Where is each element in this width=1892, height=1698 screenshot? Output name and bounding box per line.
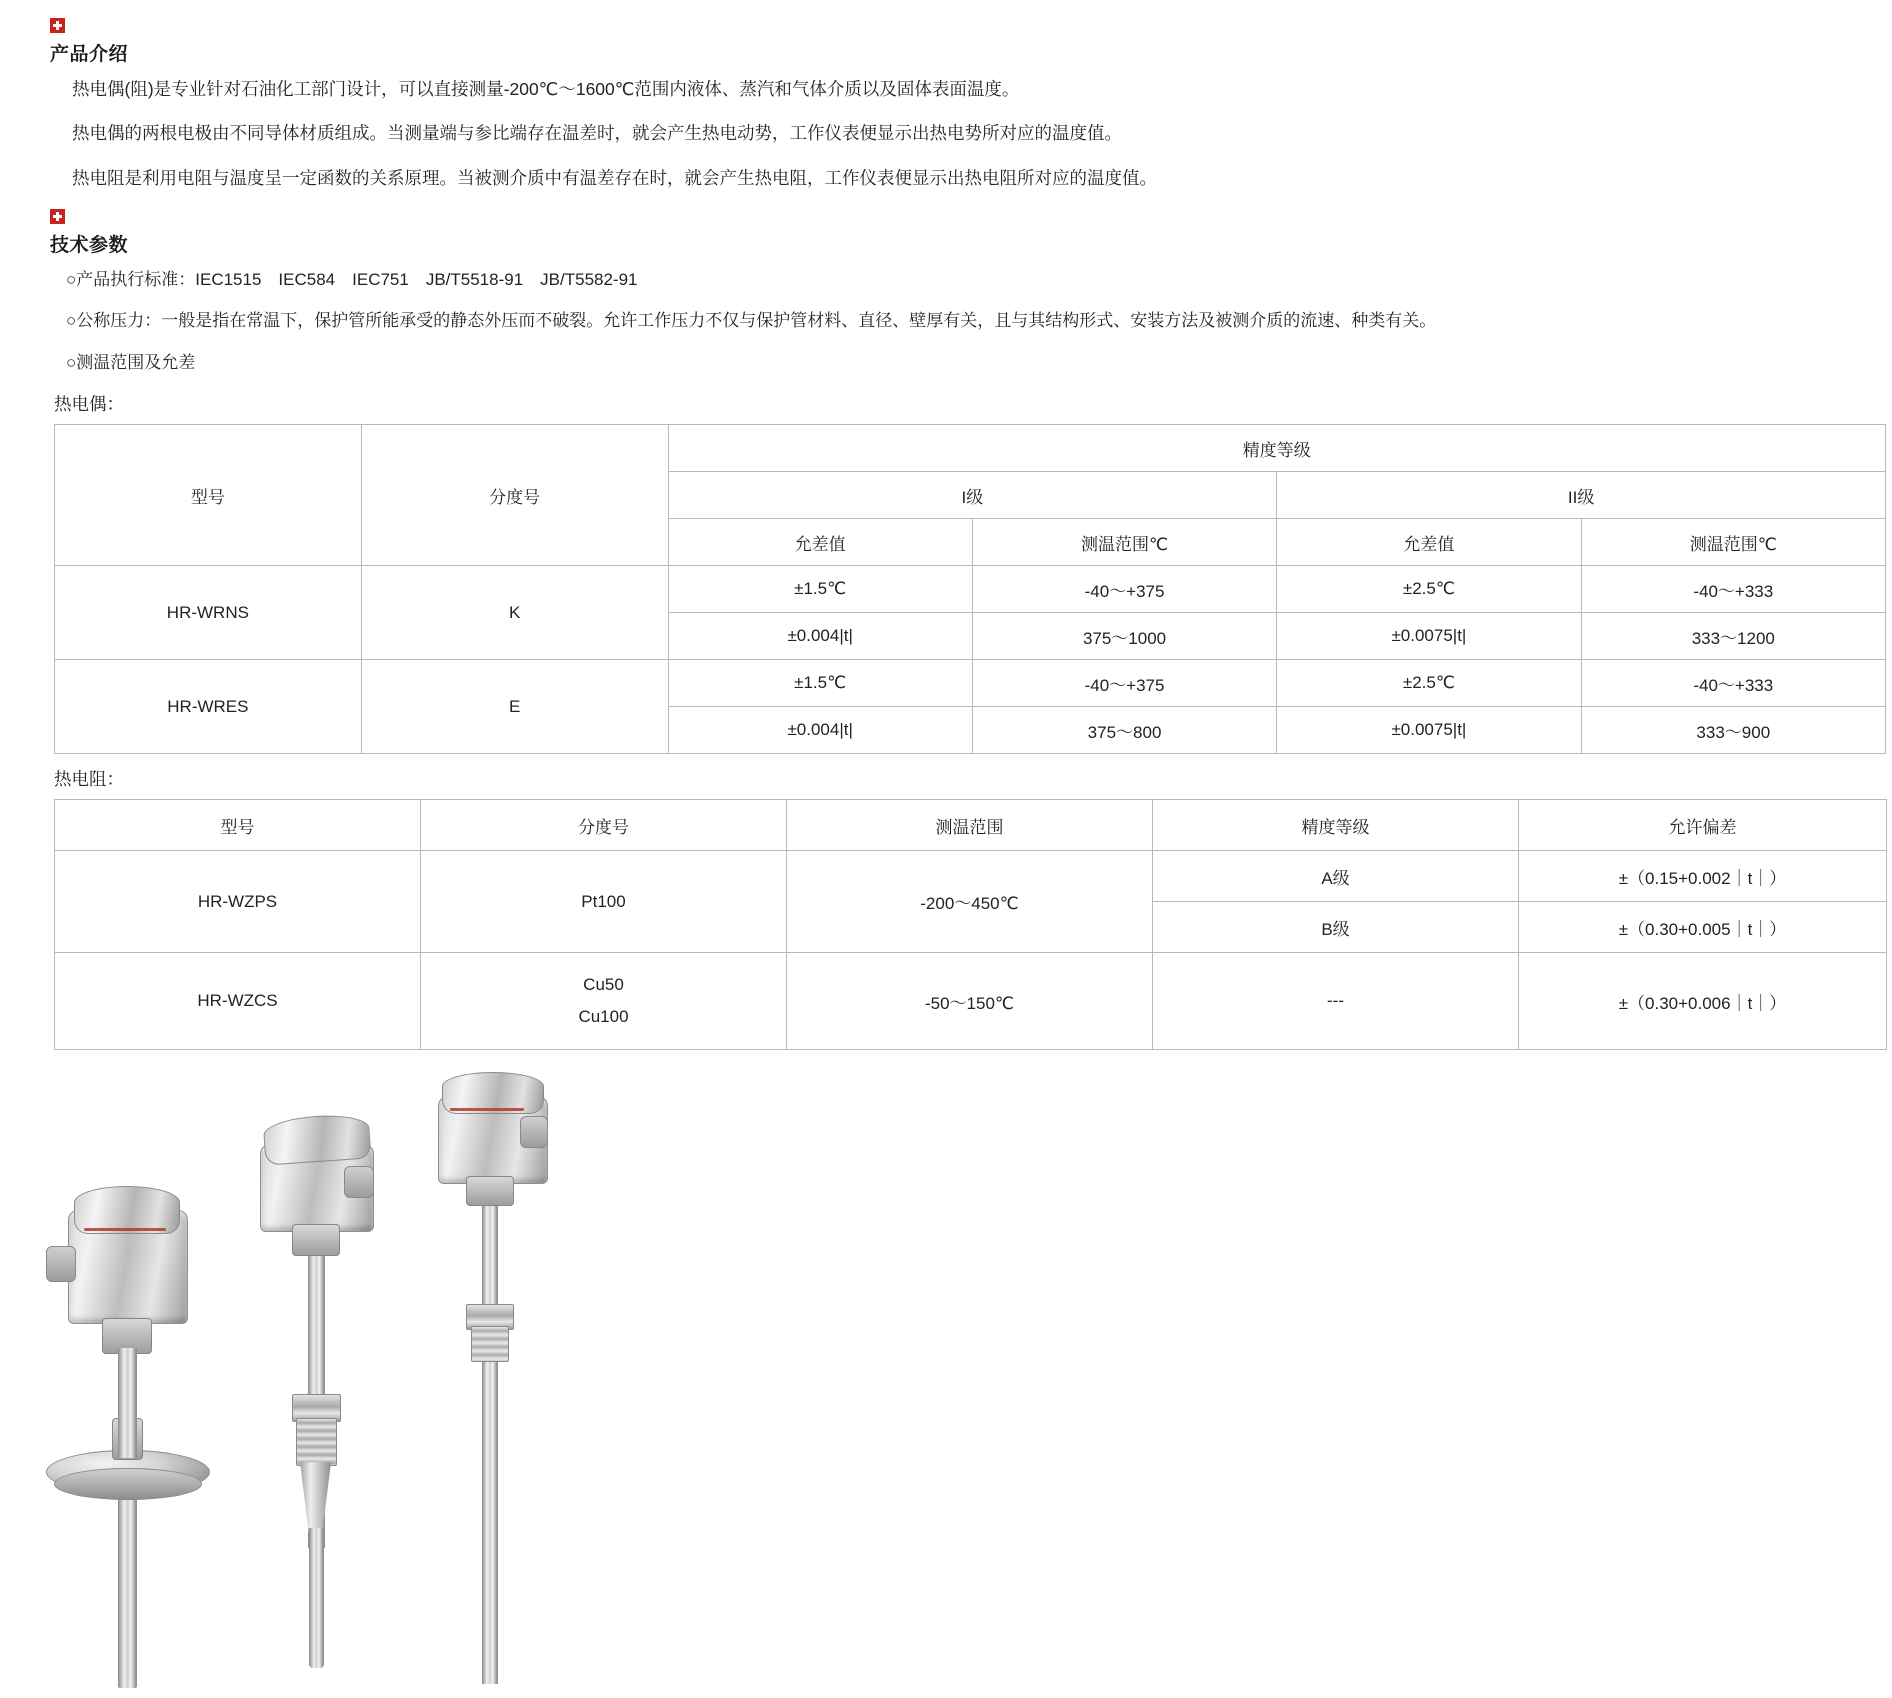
cell-tolerance: ±（0.30+0.005｜t｜） [1519, 902, 1887, 953]
cell-tolerance-1: ±1.5℃ [668, 660, 972, 707]
spec-item-range: ○测温范围及允差 [66, 352, 196, 372]
cell-tolerance-1: ±0.004|t| [668, 613, 972, 660]
th-model: 型号 [55, 800, 421, 851]
probe-flanged [38, 1168, 238, 1688]
th-range-2: 测温范围℃ [1581, 519, 1885, 566]
th-graduation: 分度号 [421, 800, 787, 851]
cell-range-1: -40～+375 [972, 566, 1276, 613]
cell-tolerance-2: ±0.0075|t| [1277, 707, 1581, 754]
cell-range-2: -40～+333 [1581, 660, 1885, 707]
cell-range-1: -40～+375 [972, 660, 1276, 707]
spec-item-pressure: ○公称压力：一般是指在常温下，保护管所能承受的静态外压而不破裂。允许工作压力不仅与保护管材料、直径、壁厚有关，且与其结构形式、安装方法及被测介质的流速、种类有关。 [66, 311, 1437, 331]
probe-head-cap [74, 1186, 180, 1234]
table-row [55, 851, 1887, 902]
cell-range-1: 375～1000 [972, 613, 1276, 660]
cell-model: HR-WRNS [55, 566, 362, 660]
cell-graduation: E [361, 660, 668, 754]
section-specs-header [28, 209, 1864, 257]
probe-taper [300, 1462, 331, 1532]
th-model: 型号 [55, 425, 362, 566]
section-marker-icon [50, 209, 65, 224]
probe-cable-gland [46, 1246, 76, 1282]
rtd-table [54, 799, 1887, 1050]
th-accuracy-class: 精度等级 [1153, 800, 1519, 851]
product-photo [38, 1068, 558, 1688]
cell-graduation: K [361, 566, 668, 660]
cell-graduation [421, 953, 787, 1050]
section-specs-title: 技术参数 [50, 234, 129, 256]
th-graduation: 分度号 [361, 425, 668, 566]
th-class-2: II级 [1277, 472, 1886, 519]
spec-item-standards: ○产品执行标准：IEC1515 IEC584 IEC751 JB/T5518-91 JB/T5582-91 [66, 269, 638, 289]
cell-range-2: 333～1200 [1581, 613, 1885, 660]
cell-accuracy-class: A级 [1153, 851, 1519, 902]
probe-flange-base [54, 1468, 202, 1500]
probe-neck [292, 1224, 340, 1256]
thermocouple-table-caption: 热电偶： [54, 394, 124, 415]
cell-range-2: 333～900 [1581, 707, 1885, 754]
probe-neck [466, 1176, 514, 1206]
cell-model: HR-WZCS [55, 953, 421, 1050]
table-row [55, 660, 1886, 707]
probe-straight [438, 1068, 618, 1688]
probe-threaded-tapered [248, 1108, 428, 1688]
cell-range: -50～150℃ [787, 953, 1153, 1050]
cell-tolerance-1: ±0.004|t| [668, 707, 972, 754]
section-marker-icon [50, 18, 65, 33]
probe-upper-stem [118, 1348, 137, 1458]
intro-paragraph-1: 热电偶(阻)是专业针对石油化工部门设计，可以直接测量-200℃～1600℃范围内液体、蒸汽和气体介质以及固体表面温度。 [72, 79, 1020, 99]
probe-cable-gland [344, 1166, 374, 1198]
thermocouple-table [54, 424, 1886, 754]
probe-thread [471, 1326, 509, 1362]
cell-graduation-line1: Cu50 [583, 975, 624, 995]
probe-tip [309, 1528, 324, 1668]
probe-label-stripe [450, 1108, 524, 1111]
cell-model: HR-WZPS [55, 851, 421, 953]
cell-range-2: -40～+333 [1581, 566, 1885, 613]
cell-graduation-line2: Cu100 [578, 1007, 629, 1027]
cell-graduation: Pt100 [421, 851, 787, 953]
cell-tolerance-2: ±2.5℃ [1277, 660, 1581, 707]
cell-tolerance-2: ±0.0075|t| [1277, 613, 1581, 660]
rtd-table-caption: 热电阻： [54, 769, 124, 790]
table-row [55, 953, 1887, 1050]
intro-paragraph-2: 热电偶的两根电极由不同导体材质组成。当测量端与参比端存在温差时，就会产生热电动势，工作仪表便显示出热电势所对应的温度值。 [72, 123, 1122, 144]
table-row [55, 566, 1886, 613]
probe-stem [482, 1164, 498, 1684]
th-accuracy-class: 精度等级 [668, 425, 1886, 472]
cell-range-1: 375～800 [972, 707, 1276, 754]
cell-accuracy-class: B级 [1153, 902, 1519, 953]
section-intro-title: 产品介绍 [50, 44, 129, 65]
th-tolerance-2: 允差值 [1277, 519, 1581, 566]
cell-model: HR-WRES [55, 660, 362, 754]
th-class-1: I级 [668, 472, 1277, 519]
probe-cable-gland [520, 1116, 548, 1148]
probe-head-cap [263, 1113, 372, 1166]
th-tolerance: 允许偏差 [1519, 800, 1887, 851]
cell-accuracy-class: --- [1153, 953, 1519, 1050]
cell-range: -200～450℃ [787, 851, 1153, 953]
intro-paragraph-3: 热电阻是利用电阻与温度呈一定函数的关系原理。当被测介质中有温差存在时，就会产生热电阻，工作仪表便显示出热电阻所对应的温度值。 [72, 167, 1157, 188]
th-range: 测温范围 [787, 800, 1153, 851]
section-intro-header [28, 18, 1864, 66]
cell-tolerance-2: ±2.5℃ [1277, 566, 1581, 613]
cell-tolerance: ±（0.15+0.002｜t｜） [1519, 851, 1887, 902]
th-range-1: 测温范围℃ [972, 519, 1276, 566]
probe-thread [296, 1418, 337, 1466]
table-header-row [55, 425, 1886, 472]
cell-tolerance-1: ±1.5℃ [668, 566, 972, 613]
table-header-row [55, 800, 1887, 851]
probe-label-stripe [84, 1228, 166, 1231]
th-tolerance-1: 允差值 [668, 519, 972, 566]
cell-tolerance: ±（0.30+0.006｜t｜） [1519, 953, 1887, 1050]
